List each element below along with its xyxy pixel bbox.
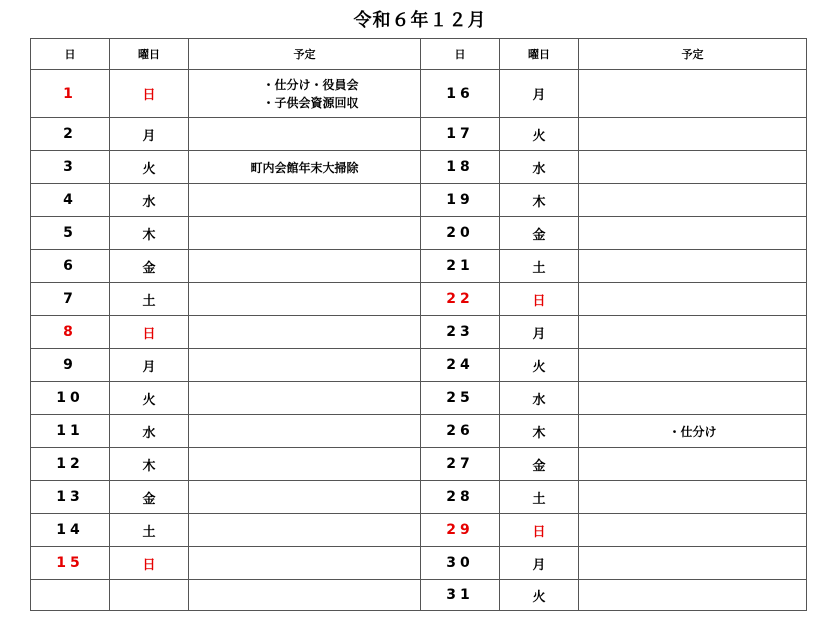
day-cell — [31, 580, 110, 611]
table-row — [31, 580, 807, 611]
plan-cell — [189, 448, 421, 481]
weekday-cell: 金 — [500, 217, 579, 250]
plan-cell — [189, 580, 421, 611]
table-row — [31, 514, 807, 547]
schedule-table — [30, 38, 807, 611]
weekday-cell: 金 — [110, 250, 189, 283]
plan-cell — [579, 217, 807, 250]
plan-cell: 町内会館年末大掃除 — [189, 151, 421, 184]
table-row — [31, 184, 807, 217]
plan-cell — [579, 283, 807, 316]
weekday-cell: 日 — [500, 283, 579, 316]
weekday-cell: 火 — [500, 118, 579, 151]
table-row — [31, 448, 807, 481]
day-cell: 16 — [421, 70, 500, 118]
table-row — [31, 217, 807, 250]
table-row — [31, 118, 807, 151]
plan-cell — [189, 349, 421, 382]
day-cell: 23 — [421, 316, 500, 349]
day-cell: 30 — [421, 547, 500, 580]
day-cell: 25 — [421, 382, 500, 415]
plan-cell — [579, 316, 807, 349]
table-row — [31, 151, 807, 184]
plan-line: ・子供会資源回収 — [262, 95, 359, 110]
header-day: 日 — [31, 39, 110, 70]
day-cell: 17 — [421, 118, 500, 151]
day-cell: 31 — [421, 580, 500, 611]
day-cell: 15 — [31, 547, 110, 580]
weekday-cell: 木 — [110, 448, 189, 481]
weekday-cell: 火 — [110, 382, 189, 415]
plan-cell — [189, 382, 421, 415]
day-cell: 3 — [31, 151, 110, 184]
day-cell: 22 — [421, 283, 500, 316]
weekday-cell: 水 — [500, 382, 579, 415]
plan-cell — [189, 217, 421, 250]
day-cell: 4 — [31, 184, 110, 217]
plan-cell — [579, 580, 807, 611]
table-row — [31, 283, 807, 316]
header-plan: 予定 — [189, 39, 421, 70]
table-row — [31, 349, 807, 382]
plan-line: ・仕分け・役員会 — [262, 77, 359, 92]
plan-cell — [579, 448, 807, 481]
weekday-cell: 水 — [500, 151, 579, 184]
plan-cell — [189, 70, 421, 118]
plan-cell — [579, 382, 807, 415]
weekday-cell: 日 — [110, 316, 189, 349]
plan-cell — [189, 316, 421, 349]
weekday-cell: 火 — [110, 151, 189, 184]
weekday-cell: 金 — [110, 481, 189, 514]
weekday-cell: 土 — [500, 250, 579, 283]
weekday-cell — [110, 580, 189, 611]
weekday-cell: 月 — [110, 349, 189, 382]
day-cell: 8 — [31, 316, 110, 349]
header-row — [31, 39, 807, 70]
day-cell: 26 — [421, 415, 500, 448]
plan-cell — [579, 70, 807, 118]
plan-cell — [189, 514, 421, 547]
plan-cell — [189, 118, 421, 151]
day-cell: 6 — [31, 250, 110, 283]
plan-cell — [189, 415, 421, 448]
weekday-cell: 木 — [500, 415, 579, 448]
day-cell: 14 — [31, 514, 110, 547]
plan-cell — [189, 283, 421, 316]
day-cell: 20 — [421, 217, 500, 250]
day-cell: 5 — [31, 217, 110, 250]
weekday-cell: 土 — [500, 481, 579, 514]
weekday-cell: 月 — [500, 316, 579, 349]
table-row — [31, 481, 807, 514]
table-row — [31, 316, 807, 349]
weekday-cell: 木 — [110, 217, 189, 250]
header-weekday: 曜日 — [110, 39, 189, 70]
day-cell: 1 — [31, 70, 110, 118]
table-row — [31, 415, 807, 448]
weekday-cell: 金 — [500, 448, 579, 481]
day-cell: 13 — [31, 481, 110, 514]
plan-cell — [189, 481, 421, 514]
plan-cell — [579, 151, 807, 184]
weekday-cell: 日 — [500, 514, 579, 547]
day-cell: 9 — [31, 349, 110, 382]
weekday-cell: 月 — [500, 70, 579, 118]
day-cell: 24 — [421, 349, 500, 382]
table-row — [31, 70, 807, 118]
weekday-cell: 土 — [110, 514, 189, 547]
plan-cell — [189, 250, 421, 283]
day-cell: 11 — [31, 415, 110, 448]
weekday-cell: 木 — [500, 184, 579, 217]
day-cell: 21 — [421, 250, 500, 283]
plan-cell — [579, 547, 807, 580]
header-plan-2: 予定 — [579, 39, 807, 70]
weekday-cell: 土 — [110, 283, 189, 316]
plan-cell — [579, 349, 807, 382]
day-cell: 19 — [421, 184, 500, 217]
weekday-cell: 月 — [110, 118, 189, 151]
plan-cell — [579, 118, 807, 151]
table-row — [31, 547, 807, 580]
weekday-cell: 火 — [500, 349, 579, 382]
day-cell: 2 — [31, 118, 110, 151]
weekday-cell: 水 — [110, 184, 189, 217]
day-cell: 10 — [31, 382, 110, 415]
day-cell: 28 — [421, 481, 500, 514]
day-cell: 18 — [421, 151, 500, 184]
weekday-cell: 水 — [110, 415, 189, 448]
day-cell: 27 — [421, 448, 500, 481]
day-cell: 7 — [31, 283, 110, 316]
plan-cell: ・仕分け — [579, 415, 807, 448]
plan-cell — [579, 184, 807, 217]
weekday-cell: 火 — [500, 580, 579, 611]
plan-cell — [189, 547, 421, 580]
header-day-2: 日 — [421, 39, 500, 70]
plan-cell — [579, 250, 807, 283]
plan-cell — [579, 514, 807, 547]
header-weekday-2: 曜日 — [500, 39, 579, 70]
plan-cell — [189, 184, 421, 217]
table-row — [31, 382, 807, 415]
weekday-cell: 日 — [110, 547, 189, 580]
plan-cell — [579, 481, 807, 514]
weekday-cell: 日 — [110, 70, 189, 118]
page-title: 令和６年１２月 — [353, 10, 487, 31]
day-cell: 29 — [421, 514, 500, 547]
weekday-cell: 月 — [500, 547, 579, 580]
day-cell: 12 — [31, 448, 110, 481]
table-row — [31, 250, 807, 283]
